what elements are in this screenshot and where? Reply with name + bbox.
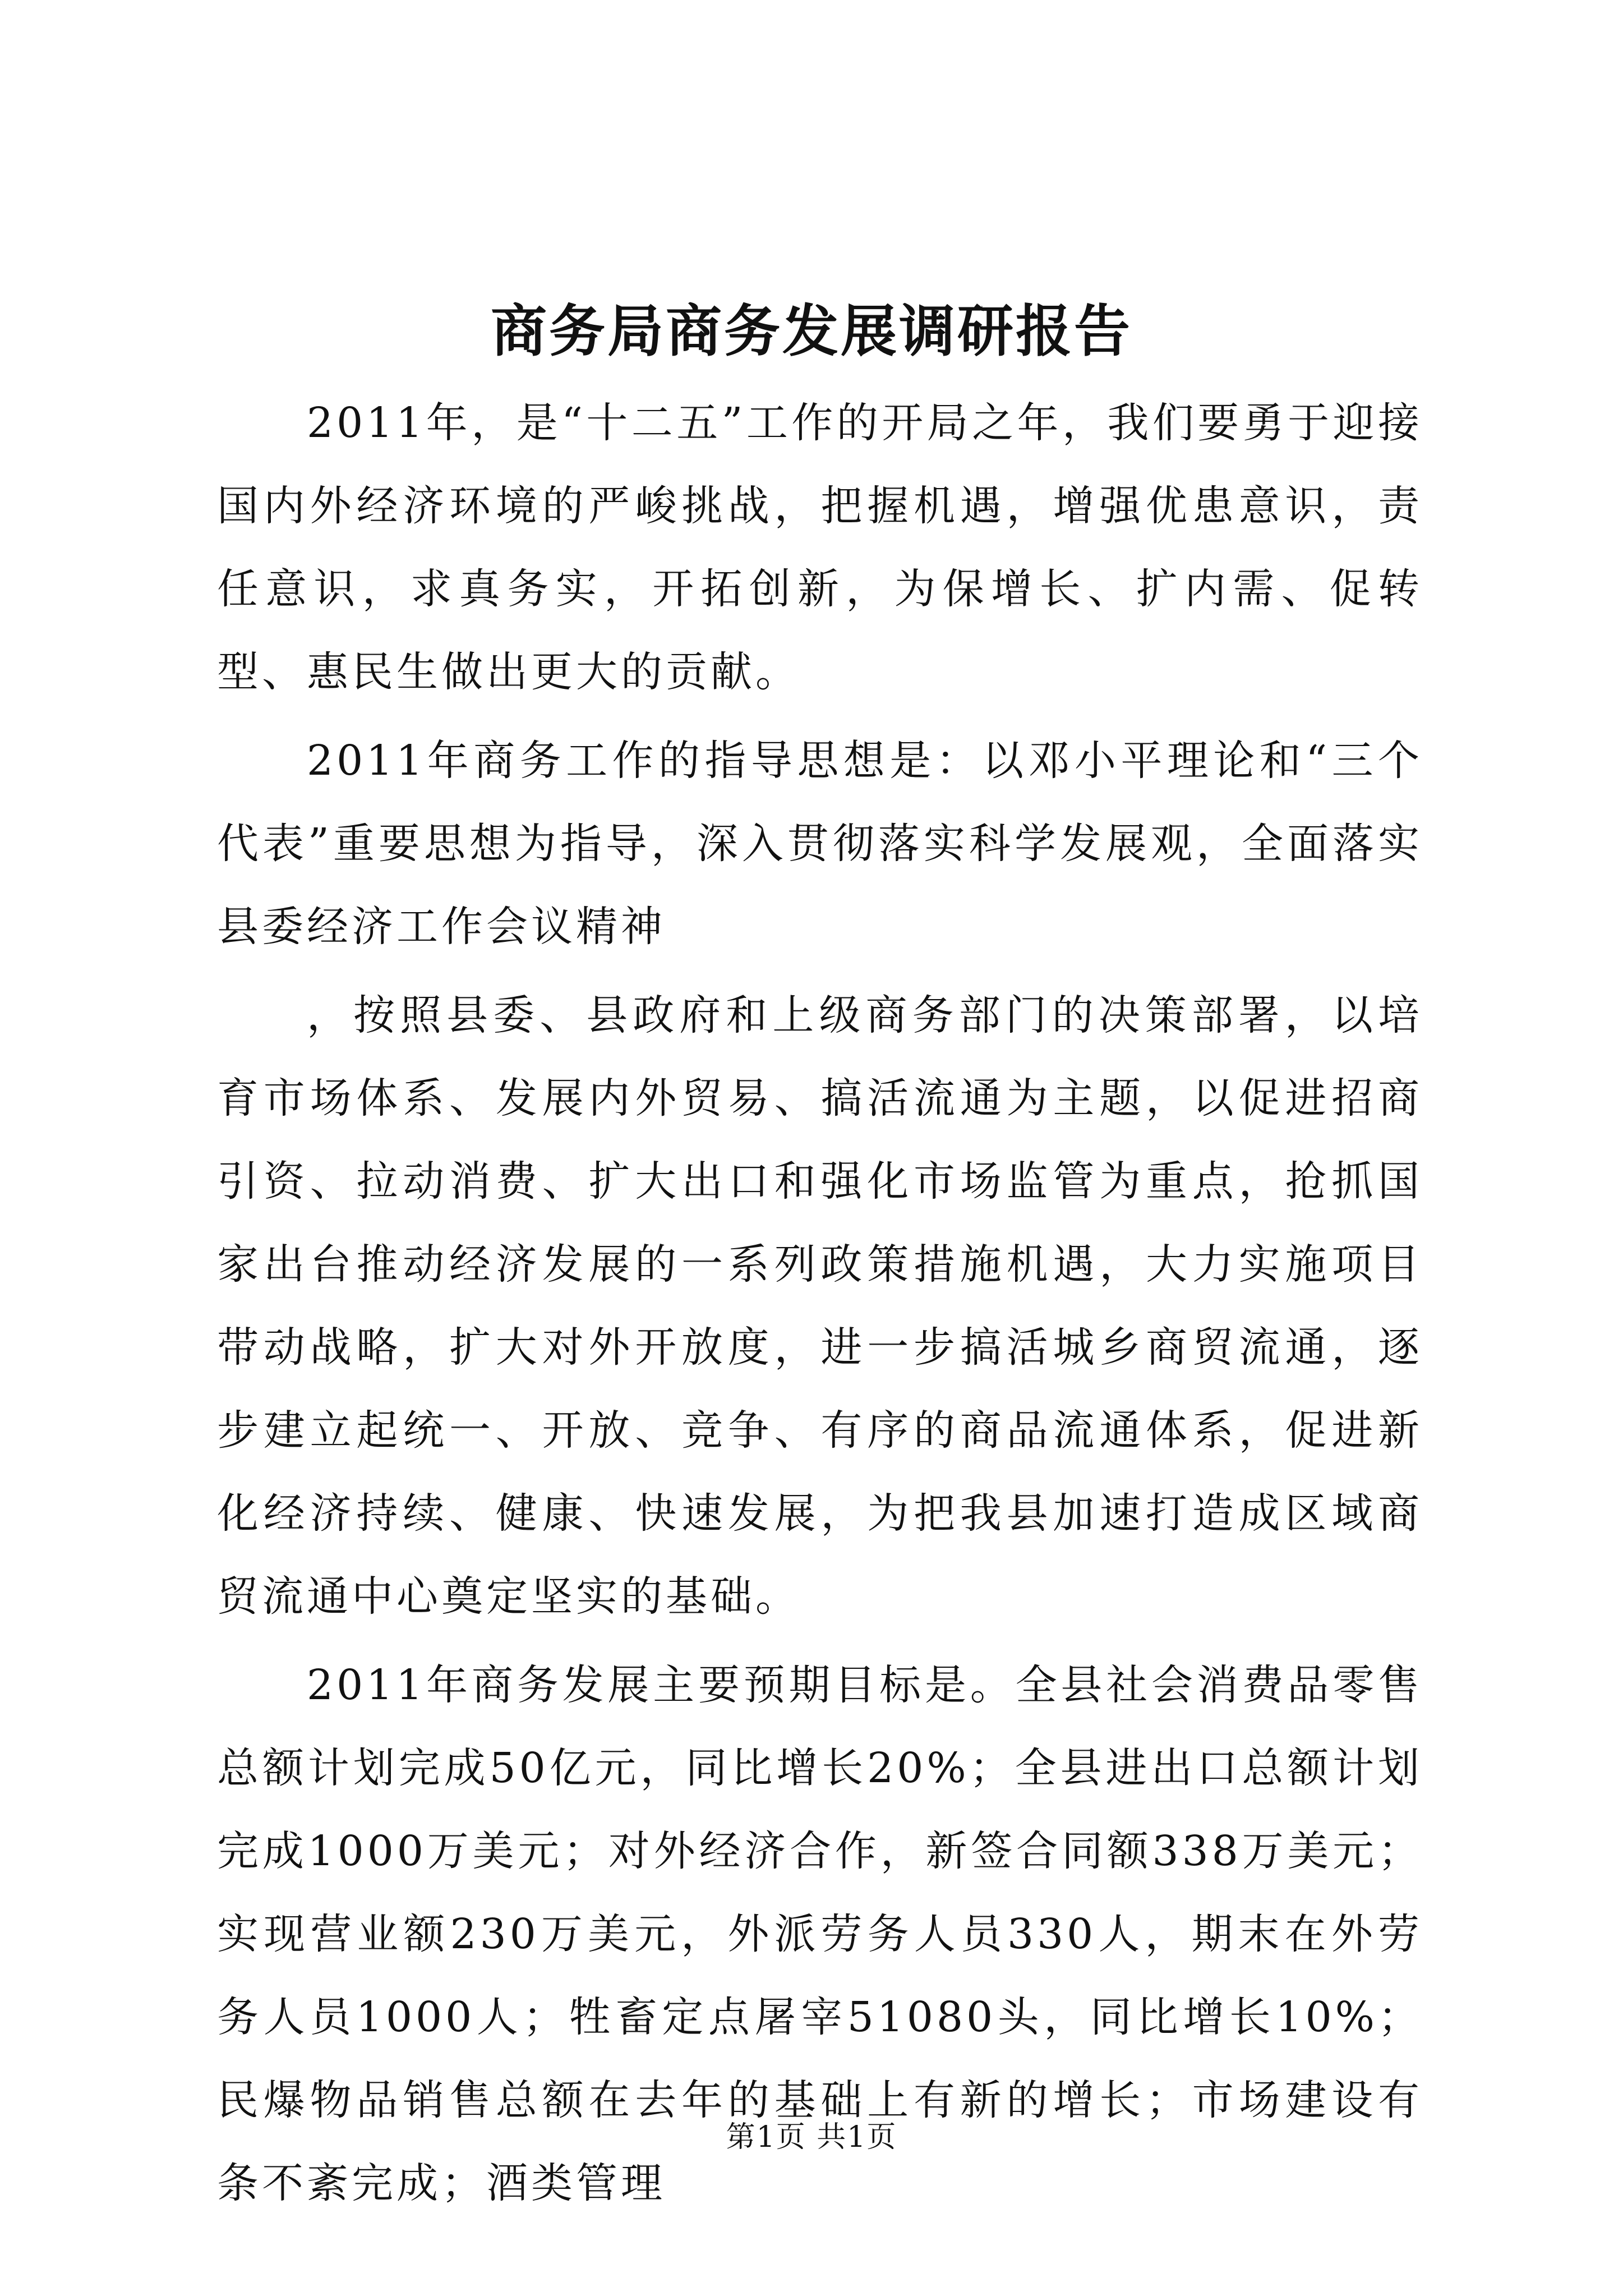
paragraph-3: ，按照县委、县政府和上级商务部门的决策部署，以培育市场体系、发展内外贸易、搞活流通为主题，以促进招商引资、拉动消费、扩大出口和强化市场监管为重点，抢抓国家出台推动经济发展的一系列政策措施机遇，大力实施项目带动战略，扩大对外开放度，进一步搞活城乡商贸流通，逐步建立起统一、开放、竞争、有序的商品流通体系，促进新化经济持续、健康、快速发展，为把我县加速打造成区域商贸流通中心奠定坚实的基础。: [217, 991, 1423, 1621]
document-title: 商务局商务发展调研报告: [491, 298, 1132, 364]
page-number-footer: 第1页 共1页: [726, 2120, 897, 2154]
paragraph-2: 2011年商务工作的指导思想是：以邓小平理论和“三个代表”重要思想为指导，深入贯彻落实科学发展观，全面落实县委经济工作会议精神: [217, 737, 1423, 951]
document-body: [217, 381, 1423, 2225]
paragraph-1: 2011年，是“十二五”工作的开局之年，我们要勇于迎接国内外经济环境的严峻挑战，把握机遇，增强优患意识，责任意识，求真务实，开拓创新，为保增长、扩内需、促转型、惠民生做出更大的贡献。: [217, 399, 1423, 696]
paragraph-4: 2011年商务发展主要预期目标是。全县社会消费品零售总额计划完成50亿元，同比增长20%；全县进出口总额计划完成1000万美元；对外经济合作，新签合同额338万美元；实现营业额230万美元，外派劳务人员330人，期末在外劳务人员1000人；牲畜定点屠宰51080头，同比增长10%；民爆物品销售总额在去年的基础上有新的增长；市场建设有条不紊完成；酒类管理: [217, 1661, 1423, 2207]
